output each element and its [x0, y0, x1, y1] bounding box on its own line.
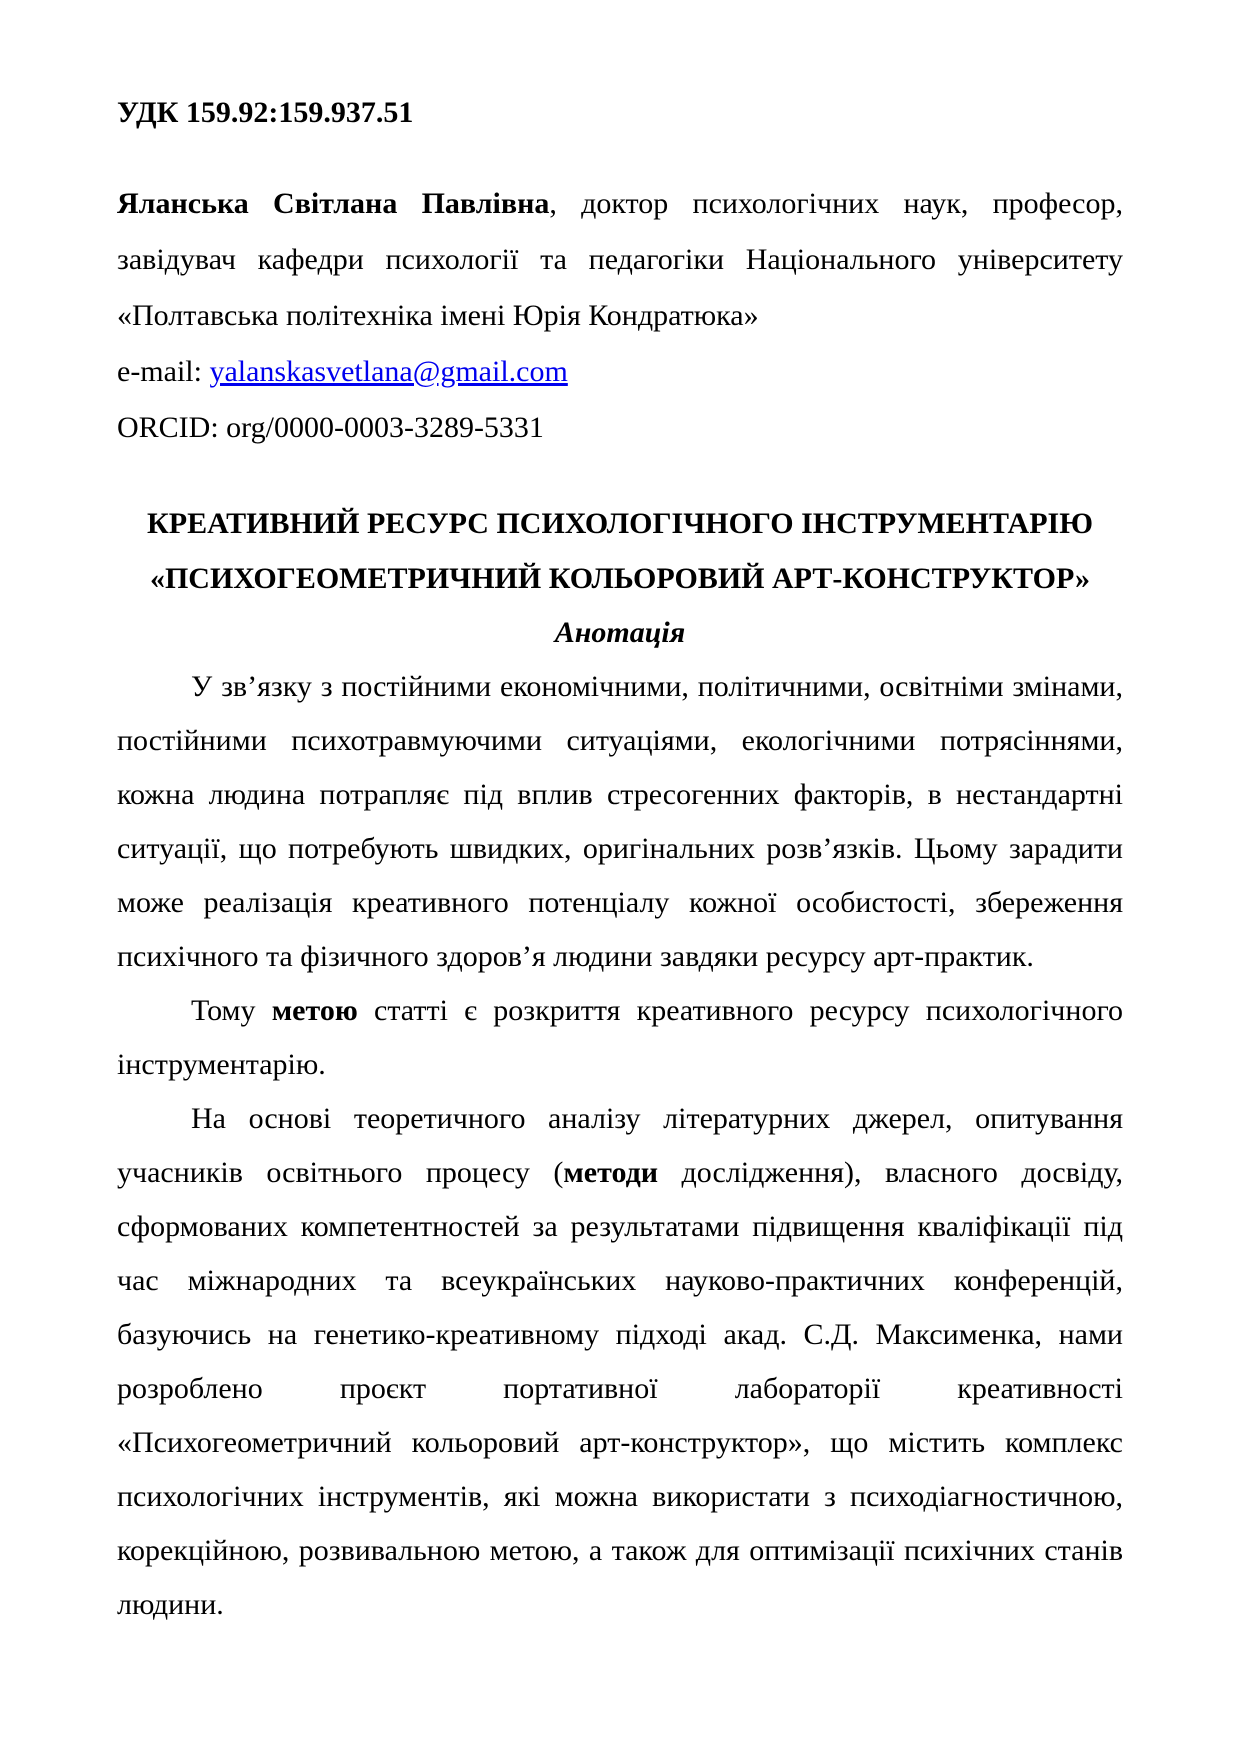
author-paragraph [117, 176, 1123, 344]
abstract-paragraph-3 [117, 1092, 1123, 1632]
udc-code: УДК 159.92:159.937.51 [117, 96, 414, 129]
article-title-line-2: «ПСИХОГЕОМЕТРИЧНИЙ КОЛЬОРОВИЙ АРТ-КОНСТРУКТОР» [149, 562, 1091, 595]
abstract-heading: Анотація [554, 616, 686, 649]
email-line [117, 344, 1123, 400]
orcid-line: ORCID: org/0000-0003-3289-5331 [117, 411, 544, 444]
paragraph-2-text-end: статті є розкриття креативного ресурсу психологічного інструментарію. [117, 994, 1123, 1081]
email-label: e-mail: [117, 355, 210, 388]
paragraph-3-text-start: На основі теоретичного аналізу літературних джерел, опитування учасників освітнього процесу ( [117, 1102, 1123, 1189]
author-contact-block [117, 176, 1123, 456]
paragraph-3-bold-keyword: методи [563, 1156, 659, 1189]
article-title [117, 496, 1123, 606]
paragraph-3-text-end: дослідження), власного досвіду, сформованих компетентностей за результатами підвищення кваліфікації під час міжнародних та всеукраїнських науково-практичних конференцій, базуючись на генетико-креативному підході акад. С.Д. Максименка, нами розроблено проєкт портативної лабораторії креативності «Психогеометричний кольоровий арт-конструктор», що містить комплекс психологічних інструментів, які можна використати з психодіагностичною, корекційною, розвивальною метою, а також для оптимізації психічних станів людини. [117, 1156, 1123, 1621]
spacer [117, 456, 1123, 496]
abstract-paragraph-1: У зв’язку з постійними економічними, політичними, освітніми змінами, постійними психотравмуючими ситуаціями, екологічними потрясіннями, кожна людина потрапляє під вплив стресогенних факторів, в нестандартні ситуації, що потребують швидких, оригінальних розв’язків. Цьому зарадити може реалізація креативного потенціалу кожної особистості, збереження психічного та фізичного здоров’я людини завдяки ресурсу арт-практик. [117, 670, 1123, 973]
author-affiliation: , доктор психологічних наук, професор, завідувач кафедри психології та педагогіки Національного університету «Полтавська політехніка імені Юрія Кондратюка» [117, 187, 1123, 332]
abstract-paragraph-2 [117, 984, 1123, 1092]
email-link[interactable]: yalanskasvetlana@gmail.com [209, 355, 568, 388]
paragraph-2-text-start: Тому [191, 994, 272, 1027]
author-name: Яланська Світлана Павлівна [117, 187, 550, 220]
paragraph-2-bold-keyword: метою [271, 994, 358, 1027]
article-title-line-1: КРЕАТИВНИЙ РЕСУРС ПСИХОЛОГІЧНОГО ІНСТРУМЕНТАРІЮ [147, 507, 1093, 540]
